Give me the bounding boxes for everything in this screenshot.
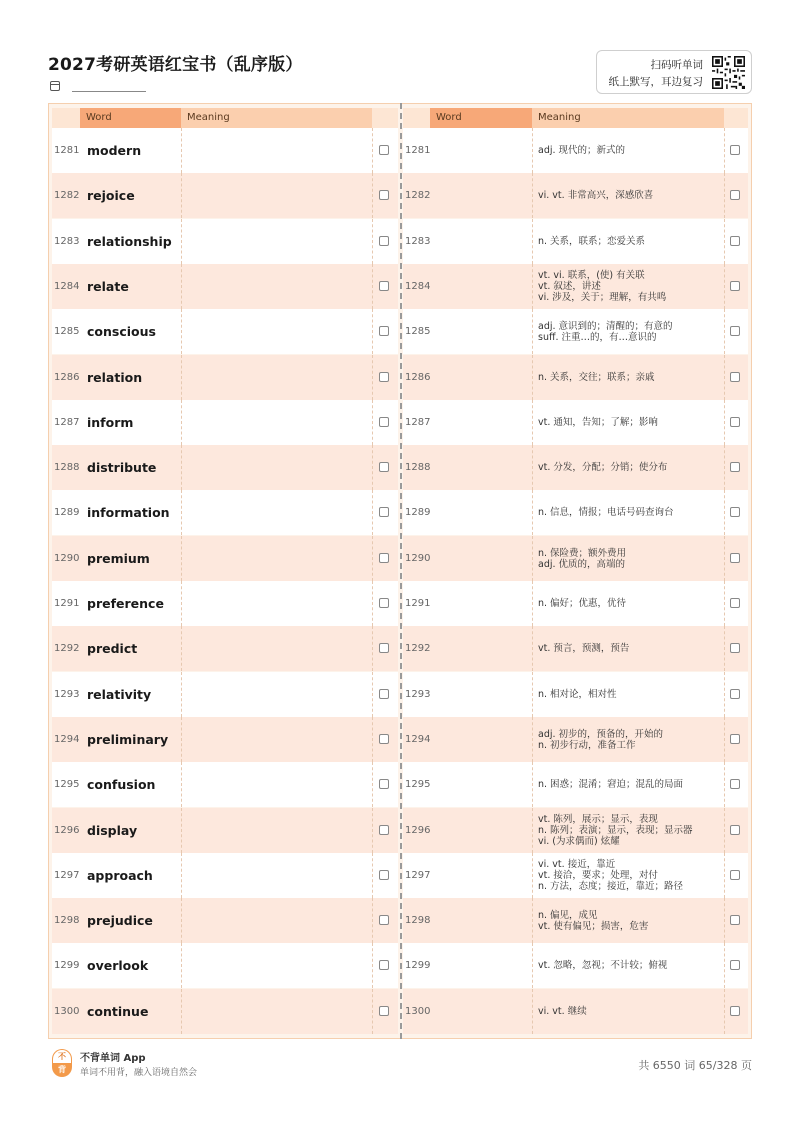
header-num-blank-right xyxy=(403,108,430,128)
checkbox-right[interactable] xyxy=(730,507,740,517)
meaning-text: n. 困惑；混淆；窘迫；混乱的局面 xyxy=(538,779,684,790)
row-number-right: 1299 xyxy=(405,960,431,971)
row-number-right: 1294 xyxy=(405,734,431,745)
column-separator xyxy=(181,808,182,853)
column-separator xyxy=(181,989,182,1034)
column-separator xyxy=(724,581,725,626)
row-number-right: 1289 xyxy=(405,507,431,518)
row-number: 1298 xyxy=(54,915,80,926)
row-number: 1281 xyxy=(54,145,80,156)
row-number-right: 1286 xyxy=(405,372,431,383)
row-number: 1299 xyxy=(54,960,80,971)
row-number: 1291 xyxy=(54,598,80,609)
column-separator xyxy=(532,355,533,400)
column-separator xyxy=(532,490,533,535)
calendar-icon xyxy=(50,81,60,91)
column-separator xyxy=(372,853,373,898)
meaning-text: vt. 分发，分配；分销；使分布 xyxy=(538,462,668,473)
row-number-right: 1300 xyxy=(405,1006,431,1017)
word-text: continue xyxy=(87,1004,149,1019)
checkbox-left[interactable] xyxy=(379,960,389,970)
column-separator xyxy=(181,445,182,490)
checkbox-left[interactable] xyxy=(379,190,389,200)
word-text: preference xyxy=(87,596,164,611)
column-separator xyxy=(372,762,373,807)
page-info: 共 6550 词 65/328 页 xyxy=(638,1059,752,1072)
row-number: 1293 xyxy=(54,689,80,700)
column-separator xyxy=(372,355,373,400)
column-separator xyxy=(532,672,533,717)
row-number-right: 1298 xyxy=(405,915,431,926)
word-text: distribute xyxy=(87,460,157,475)
column-separator xyxy=(724,536,725,581)
meaning-text: vi. vt. 非常高兴，深感欣喜 xyxy=(538,190,654,201)
checkbox-right[interactable] xyxy=(730,553,740,563)
column-separator xyxy=(724,400,725,445)
column-separator xyxy=(372,490,373,535)
header-num-blank xyxy=(52,108,80,128)
qr-caption xyxy=(609,57,704,91)
word-text: relation xyxy=(87,370,143,385)
meaning-text: vt. vi. 联系，(使) 有关联 vt. 叙述，讲述 vi. 涉及，关于；理解，有共鸣 xyxy=(538,270,667,303)
header-word-left: Word xyxy=(80,108,181,128)
row-number-right: 1285 xyxy=(405,326,431,337)
row-number: 1284 xyxy=(54,281,80,292)
row-number: 1294 xyxy=(54,734,80,745)
checkbox-right[interactable] xyxy=(730,462,740,472)
column-separator xyxy=(532,400,533,445)
column-separator xyxy=(181,219,182,264)
meaning-text: adj. 意识到的；清醒的；有意的 suff. 注重…的，有…意识的 xyxy=(538,320,673,343)
column-separator xyxy=(372,989,373,1034)
meaning-text: vt. 陈列，展示；显示，表现 n. 陈列；表演；显示，表现；显示器 vi. (为求偶而) 炫耀 xyxy=(538,814,693,847)
word-text: approach xyxy=(87,868,153,883)
checkbox-right[interactable] xyxy=(730,870,740,880)
row-number: 1290 xyxy=(54,553,80,564)
row-number-right: 1281 xyxy=(405,145,431,156)
qr-panel xyxy=(596,50,752,94)
column-separator xyxy=(724,626,725,671)
checkbox-left[interactable] xyxy=(379,734,389,744)
qr-caption-line2: 纸上默写，耳边复习 xyxy=(608,76,703,88)
column-separator xyxy=(724,128,725,173)
checkbox-right[interactable] xyxy=(730,236,740,246)
meaning-text: n. 关系，联系；恋爱关系 xyxy=(538,236,646,247)
word-text: prejudice xyxy=(87,913,153,928)
column-separator xyxy=(724,219,725,264)
checkbox-right[interactable] xyxy=(730,915,740,925)
column-separator xyxy=(532,536,533,581)
column-separator xyxy=(181,717,182,762)
meaning-text: adj. 现代的；新式的 xyxy=(538,145,626,156)
column-separator xyxy=(372,581,373,626)
column-separator xyxy=(372,400,373,445)
checkbox-left[interactable] xyxy=(379,236,389,246)
row-number: 1296 xyxy=(54,825,80,836)
row-number: 1289 xyxy=(54,507,80,518)
column-separator xyxy=(724,264,725,309)
row-number: 1283 xyxy=(54,236,80,247)
column-separator xyxy=(181,943,182,988)
meaning-text: vt. 通知，告知；了解；影响 xyxy=(538,417,658,428)
word-text: relate xyxy=(87,279,129,294)
checkbox-left[interactable] xyxy=(379,372,389,382)
app-logo-icon xyxy=(52,1049,72,1077)
checkbox-right[interactable] xyxy=(730,643,740,653)
checkbox-left[interactable] xyxy=(379,643,389,653)
row-number: 1288 xyxy=(54,462,80,473)
row-number-right: 1297 xyxy=(405,870,431,881)
row-number-right: 1293 xyxy=(405,689,431,700)
row-number-right: 1290 xyxy=(405,553,431,564)
word-text: information xyxy=(87,505,170,520)
column-separator xyxy=(181,853,182,898)
row-number-right: 1282 xyxy=(405,190,431,201)
logo-bottom: 背 xyxy=(52,1063,72,1077)
column-separator xyxy=(724,898,725,943)
column-separator xyxy=(372,626,373,671)
column-separator xyxy=(181,400,182,445)
meaning-text: n. 偏好；优惠，优待 xyxy=(538,598,627,609)
column-separator xyxy=(181,581,182,626)
column-separator xyxy=(724,762,725,807)
column-separator xyxy=(372,536,373,581)
column-separator xyxy=(181,490,182,535)
checkbox-right[interactable] xyxy=(730,779,740,789)
column-separator xyxy=(181,762,182,807)
row-number: 1286 xyxy=(54,372,80,383)
word-text: conscious xyxy=(87,324,156,339)
word-text: inform xyxy=(87,415,134,430)
checkbox-left[interactable] xyxy=(379,598,389,608)
app-name: 不背单词 App xyxy=(80,1053,146,1064)
column-separator xyxy=(724,717,725,762)
column-separator xyxy=(532,445,533,490)
column-separator xyxy=(532,898,533,943)
column-separator xyxy=(532,853,533,898)
checkbox-right[interactable] xyxy=(730,598,740,608)
column-separator xyxy=(181,128,182,173)
column-separator xyxy=(532,128,533,173)
meaning-text: vt. 忽略，忽视；不计较；俯视 xyxy=(538,960,668,971)
date-field xyxy=(50,80,150,94)
column-separator xyxy=(532,581,533,626)
row-number: 1285 xyxy=(54,326,80,337)
app-slogan: 单词不用背，融入语境自然会 xyxy=(80,1068,198,1078)
word-text: rejoice xyxy=(87,188,135,203)
qr-caption-line1: 扫码听单词 xyxy=(650,59,703,71)
header-meaning-right: Meaning xyxy=(532,108,724,128)
column-separator xyxy=(181,626,182,671)
meaning-text: n. 保险费；额外费用 adj. 优质的，高端的 xyxy=(538,547,627,570)
row-number-right: 1296 xyxy=(405,825,431,836)
checkbox-right[interactable] xyxy=(730,1006,740,1016)
column-separator xyxy=(532,762,533,807)
word-text: relationship xyxy=(87,234,172,249)
column-separator xyxy=(372,309,373,354)
meaning-text: vi. vt. 接近，靠近 vt. 接洽，要求；处理，对付 n. 方法，态度；接近，靠近；路径 xyxy=(538,859,684,892)
column-separator xyxy=(372,264,373,309)
checkbox-left[interactable] xyxy=(379,462,389,472)
row-number: 1292 xyxy=(54,643,80,654)
column-separator xyxy=(181,264,182,309)
row-number-right: 1295 xyxy=(405,779,431,790)
column-separator xyxy=(372,445,373,490)
checkbox-right[interactable] xyxy=(730,689,740,699)
checkbox-left[interactable] xyxy=(379,689,389,699)
column-separator xyxy=(532,717,533,762)
checkbox-left[interactable] xyxy=(379,326,389,336)
row-number: 1297 xyxy=(54,870,80,881)
column-separator xyxy=(181,536,182,581)
word-text: display xyxy=(87,823,138,838)
checkbox-right[interactable] xyxy=(730,372,740,382)
checkbox-left[interactable] xyxy=(379,1006,389,1016)
checkbox-left[interactable] xyxy=(379,779,389,789)
column-separator xyxy=(724,989,725,1034)
column-separator xyxy=(532,626,533,671)
word-text: relativity xyxy=(87,687,152,702)
column-separator xyxy=(724,445,725,490)
column-separator xyxy=(724,490,725,535)
row-number: 1295 xyxy=(54,779,80,790)
header-word-right: Word xyxy=(430,108,532,128)
column-separator xyxy=(724,173,725,218)
row-number-right: 1292 xyxy=(405,643,431,654)
column-separator xyxy=(372,128,373,173)
column-separator xyxy=(372,717,373,762)
checkbox-left[interactable] xyxy=(379,145,389,155)
row-number: 1287 xyxy=(54,417,80,428)
checkbox-left[interactable] xyxy=(379,553,389,563)
checkbox-left[interactable] xyxy=(379,281,389,291)
column-separator xyxy=(724,309,725,354)
column-separator xyxy=(372,173,373,218)
qr-code-icon[interactable] xyxy=(712,56,745,89)
row-number-right: 1291 xyxy=(405,598,431,609)
column-separator xyxy=(372,943,373,988)
column-separator xyxy=(181,898,182,943)
column-separator xyxy=(724,808,725,853)
row-number-right: 1288 xyxy=(405,462,431,473)
checkbox-right[interactable] xyxy=(730,960,740,970)
checkbox-left[interactable] xyxy=(379,870,389,880)
checkbox-right[interactable] xyxy=(730,190,740,200)
meaning-text: n. 相对论，相对性 xyxy=(538,689,617,700)
checkbox-left[interactable] xyxy=(379,825,389,835)
date-line xyxy=(72,91,146,92)
page-title: 2027考研英语红宝书（乱序版） xyxy=(48,55,303,75)
row-number-right: 1287 xyxy=(405,417,431,428)
checkbox-right[interactable] xyxy=(730,734,740,744)
checkbox-right[interactable] xyxy=(730,417,740,427)
column-separator xyxy=(724,943,725,988)
word-text: preliminary xyxy=(87,732,169,747)
column-separator xyxy=(724,853,725,898)
column-separator xyxy=(181,672,182,717)
column-separator xyxy=(181,355,182,400)
meaning-text: n. 关系，交往；联系；亲戚 xyxy=(538,372,655,383)
column-separator xyxy=(532,989,533,1034)
checkbox-right[interactable] xyxy=(730,825,740,835)
word-text: predict xyxy=(87,641,138,656)
header-check-left xyxy=(372,108,398,128)
column-separator xyxy=(532,309,533,354)
word-text: premium xyxy=(87,551,150,566)
meaning-text: n. 信息，情报；电话号码查询台 xyxy=(538,507,674,518)
meaning-text: vt. 预言，预测，预告 xyxy=(538,643,630,654)
word-text: overlook xyxy=(87,958,149,973)
column-separator xyxy=(181,173,182,218)
column-separator xyxy=(532,264,533,309)
column-separator xyxy=(724,672,725,717)
word-text: confusion xyxy=(87,777,156,792)
column-separator xyxy=(532,808,533,853)
column-separator xyxy=(372,898,373,943)
checkbox-left[interactable] xyxy=(379,417,389,427)
column-separator xyxy=(181,309,182,354)
row-number: 1300 xyxy=(54,1006,80,1017)
column-separator xyxy=(724,355,725,400)
checkbox-left[interactable] xyxy=(379,915,389,925)
column-separator xyxy=(372,672,373,717)
logo-top: 不 xyxy=(52,1049,72,1063)
row-number-right: 1283 xyxy=(405,236,431,247)
column-separator xyxy=(372,219,373,264)
meaning-text: n. 偏见，成见 vt. 使有偏见；损害，危害 xyxy=(538,909,649,932)
row-number: 1282 xyxy=(54,190,80,201)
column-separator xyxy=(372,808,373,853)
fold-divider xyxy=(400,103,402,1039)
checkbox-right[interactable] xyxy=(730,145,740,155)
column-separator xyxy=(532,173,533,218)
checkbox-right[interactable] xyxy=(730,326,740,336)
row-number-right: 1284 xyxy=(405,281,431,292)
meaning-text: vi. vt. 继续 xyxy=(538,1006,587,1017)
column-separator xyxy=(532,943,533,988)
header-meaning-left: Meaning xyxy=(181,108,372,128)
word-text: modern xyxy=(87,143,142,158)
column-separator xyxy=(532,219,533,264)
checkbox-left[interactable] xyxy=(379,507,389,517)
meaning-text: adj. 初步的，预备的，开始的 n. 初步行动，准备工作 xyxy=(538,728,664,751)
checkbox-right[interactable] xyxy=(730,281,740,291)
header-check-right xyxy=(724,108,748,128)
